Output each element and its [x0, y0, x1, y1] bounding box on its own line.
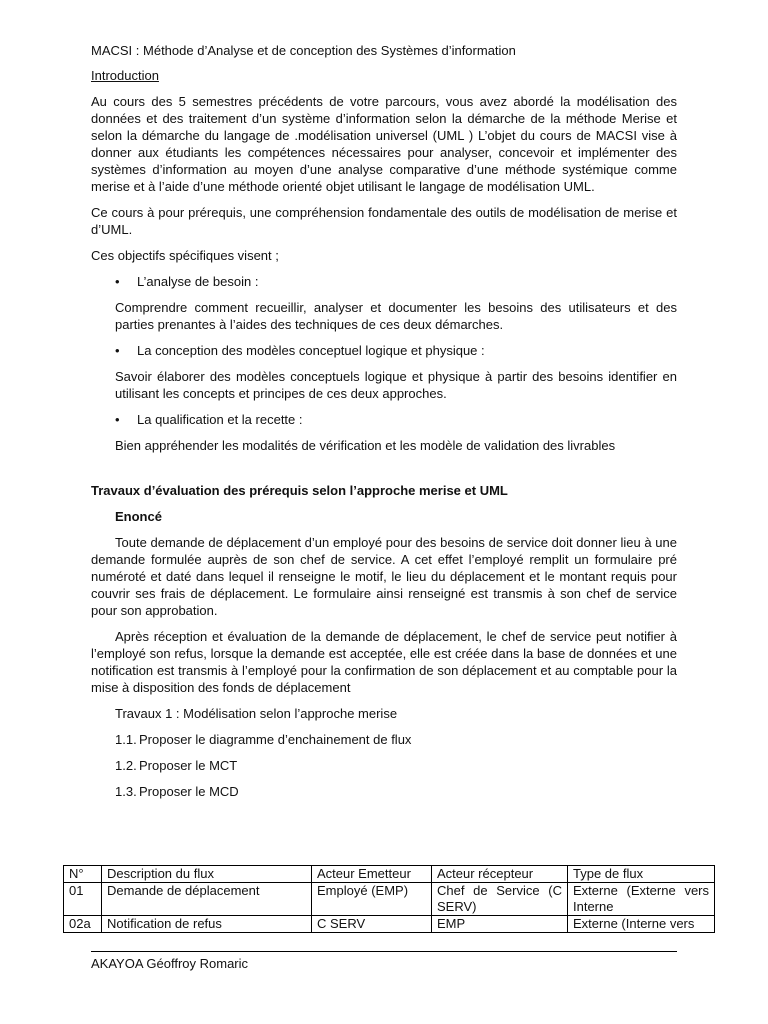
column-header-sender: Acteur Emetteur	[312, 866, 432, 883]
task-item	[91, 731, 677, 748]
task-text: Proposer le MCD	[139, 784, 239, 799]
table-cell: Demande de déplacement	[102, 883, 312, 916]
objective-text: Bien appréhender les modalités de vérification et les modèle de validation des livrables	[115, 438, 616, 453]
document-page	[91, 42, 677, 809]
column-header-flux-type: Type de flux	[568, 866, 715, 883]
column-header-description: Description du flux	[102, 866, 312, 883]
section-heading: Travaux d’évaluation des prérequis selon l’approche merise et UML	[91, 483, 508, 498]
column-header-number: N°	[64, 866, 102, 883]
table-cell: Employé (EMP)	[312, 883, 432, 916]
footer-author: AKAYOA Géoffroy Romaric	[91, 956, 249, 971]
flux-table	[63, 865, 715, 933]
table-row	[64, 883, 715, 916]
objective-text: Comprendre comment recueillir, analyser et documenter les besoins des utilisateurs et des parties prenantes à l’aides des techniques de ces deux démarches.	[115, 300, 677, 332]
enonce-paragraph: Toute demande de déplacement d’un employé pour des besoins de service doit donner lieu à une demande formulée auprès de son chef de service. A cet effet l’employé remplit un formulaire pré numéroté et daté dans lequel il renseigne le motif, le lieu du déplacement et le montant requis pour couvrir ses frais de déplacement. Le formulaire ainsi renseigné est transmis à son chef de service pour son approbation.	[91, 535, 677, 618]
objective-label: La conception des modèles conceptuel logique et physique :	[137, 343, 485, 358]
table-cell: Externe (Externe vers Interne	[568, 883, 715, 916]
enonce-heading: Enoncé	[115, 509, 162, 524]
bullet-icon: •	[115, 412, 120, 427]
objective-bullet-analysis	[91, 273, 677, 290]
travaux-title: Travaux 1 : Modélisation selon l’approche merise	[115, 706, 398, 721]
enonce-paragraph: Après réception et évaluation de la demande de déplacement, le chef de service peut notifier à l’employé son refus, lorsque la demande est acceptée, elle est créée dans la base de données et une notification est transmis à l’employé pour la confirmation de son déplacement et au comptable pour la mise à disposition des fonds de déplacement	[91, 629, 677, 695]
objective-bullet-qualification	[91, 411, 677, 428]
document-title: MACSI : Méthode d’Analyse et de conception des Systèmes d’information	[91, 43, 516, 58]
task-text: Proposer le MCT	[139, 758, 238, 773]
bullet-icon: •	[115, 274, 120, 289]
column-header-receiver: Acteur récepteur	[432, 866, 568, 883]
table-cell: 01	[64, 883, 102, 916]
table-cell: EMP	[432, 916, 568, 933]
task-text: Proposer le diagramme d’enchainement de flux	[139, 732, 412, 747]
objective-bullet-conception	[91, 342, 677, 359]
objective-label: La qualification et la recette :	[137, 412, 303, 427]
table-cell: 02a	[64, 916, 102, 933]
table-cell: Chef de Service (C SERV)	[432, 883, 568, 916]
task-number: 1.2.	[115, 758, 137, 773]
introduction-heading: Introduction	[91, 68, 159, 83]
objective-label: L’analyse de besoin :	[137, 274, 259, 289]
table-row	[64, 916, 715, 933]
task-item	[91, 757, 677, 774]
objective-text: Savoir élaborer des modèles conceptuels logique et physique à partir des besoins identifier en utilisant les concepts et principes de ces deux approches.	[115, 369, 677, 401]
task-number: 1.3.	[115, 784, 137, 799]
prerequisite-paragraph: Ce cours à pour prérequis, une compréhension fondamentale des outils de modélisation de merise et d’UML.	[91, 205, 677, 237]
table-header-row	[64, 866, 715, 883]
task-item	[91, 783, 677, 800]
footer-divider	[91, 951, 677, 952]
table-cell: C SERV	[312, 916, 432, 933]
intro-paragraph: Au cours des 5 semestres précédents de votre parcours, vous avez abordé la modélisation des données et des traitement d’un système d’information selon la démarche de la méthode Merise et selon la démarche du langage de .modélisation universel (UML ) L’objet du cours de MACSI vise à donner aux étudiants les compétences nécessaires pour analyser, concevoir et implémenter des systèmes d’information au moyen d’une analyse comparative d’une méthode systémique comme merise et à l’aide d’une méthode orienté objet utilisant le langage de modélisation UML.	[91, 94, 677, 194]
objectives-intro: Ces objectifs spécifiques visent ;	[91, 248, 279, 263]
table-cell: Externe (Interne vers	[568, 916, 715, 933]
bullet-icon: •	[115, 343, 120, 358]
table-cell: Notification de refus	[102, 916, 312, 933]
task-number: 1.1.	[115, 732, 137, 747]
